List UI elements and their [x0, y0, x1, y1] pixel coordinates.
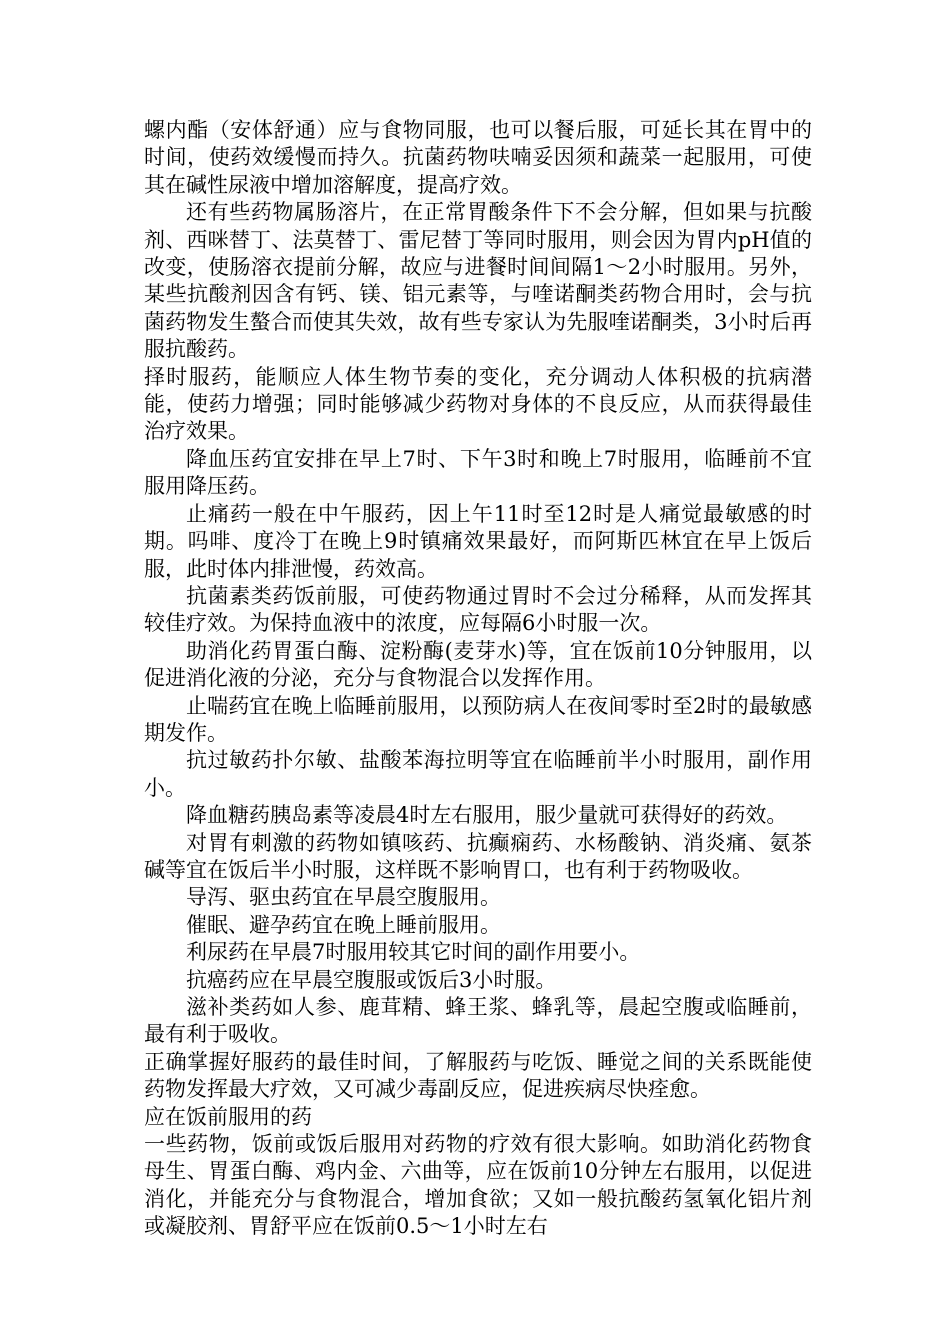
paragraph-2: 还有些药物属肠溶片，在正常胃酸条件下不会分解，但如果与抗酸剂、西咪替丁、法莫替丁、雷尼替丁等同时服用，则会因为胃内pH值的改变，使肠溶衣提前分解，故应与进餐时间间隔1～2小时服用。另外，某些抗酸剂因含有钙、镁、铝元素等，与喹诺酮类药物合用时，会与抗菌药物发生螯合而使其失效，故有些专家认为先服喹诺酮类，3小时后再服抗酸药。	[144, 200, 812, 362]
paragraph-12: 导泻、驱虫药宜在早晨空腹服用。	[186, 885, 501, 910]
paragraph-4: 降血压药宜安排在早上7时、下午3时和晚上7时服用，临睡前不宜服用降压药。	[144, 446, 812, 499]
paragraph-3: 择时服药，能顺应人体生物节奏的变化，充分调动人体积极的抗病潜能，使药力增强；同时能够减少药物对身体的不良反应，从而获得最佳治疗效果。	[144, 364, 812, 444]
paragraph-8: 止喘药宜在晚上临睡前服用，以预防病人在夜间零时至2时的最敏感期发作。	[144, 693, 812, 745]
paragraph-1: 螺内酯（安体舒通）应与食物同服，也可以餐后服，可延长其在胃中的时间，使药效缓慢而持久。抗菌药物呋喃妥因须和蔬菜一起服用，可使其在碱性尿液中增加溶解度，提高疗效。	[144, 118, 812, 197]
paragraph-15: 抗癌药应在早晨空腹服或饭后3小时服。	[186, 967, 557, 992]
paragraph-5: 止痛药一般在中午服药，因上午11时至12时是人痛觉最敏感的时期。吗啡、度冷丁在晚上9时镇痛效果最好，而阿斯匹林宜在早上饭后服，此时体内排泄慢，药效高。	[144, 501, 812, 581]
paragraph-14: 利尿药在早晨7时服用较其它时间的副作用要小。	[186, 940, 641, 965]
paragraph-7: 助消化药胃蛋白酶、淀粉酶(麦芽水)等，宜在饭前10分钟服用，以促进消化液的分泌，充分与食物混合以发挥作用。	[144, 638, 812, 691]
paragraph-9: 抗过敏药扑尔敏、盐酸苯海拉明等宜在临睡前半小时服用，副作用小。	[144, 748, 812, 800]
paragraph-16: 滋补类药如人参、鹿茸精、蜂王浆、蜂乳等，晨起空腹或临睡前，最有利于吸收。	[144, 995, 812, 1047]
paragraph-17: 正确掌握好服药的最佳时间，了解服药与吃饭、睡觉之间的关系既能使药物发挥最大疗效，又可减少毒副反应，促进疾病尽快痊愈。	[144, 1049, 812, 1102]
document-page	[144, 117, 812, 1241]
paragraph-10: 降血糖药胰岛素等凌晨4时左右服用，服少量就可获得好的药效。	[186, 803, 788, 828]
paragraph-11: 对胃有刺激的药物如镇咳药、抗癫痫药、水杨酸钠、消炎痛、氨茶碱等宜在饭后半小时服，这样既不影响胃口，也有利于药物吸收。	[144, 830, 812, 882]
section-heading: 应在饭前服用的药	[144, 1104, 312, 1129]
paragraph-19: 一些药物，饭前或饭后服用对药物的疗效有很大影响。如助消化药物食母生、胃蛋白酶、鸡内金、六曲等，应在饭前10分钟左右服用，以促进消化，并能充分与食物混合，增加食欲；又如一般抗酸药氢氧化铝片剂或凝胶剂、胃舒平应在饭前0.5～1小时左右	[144, 1132, 812, 1239]
paragraph-6: 抗菌素类药饭前服，可使药物通过胃时不会过分稀释，从而发挥其较佳疗效。为保持血液中的浓度，应每隔6小时服一次。	[144, 583, 812, 636]
paragraph-13: 催眠、避孕药宜在晚上睡前服用。	[186, 912, 501, 937]
